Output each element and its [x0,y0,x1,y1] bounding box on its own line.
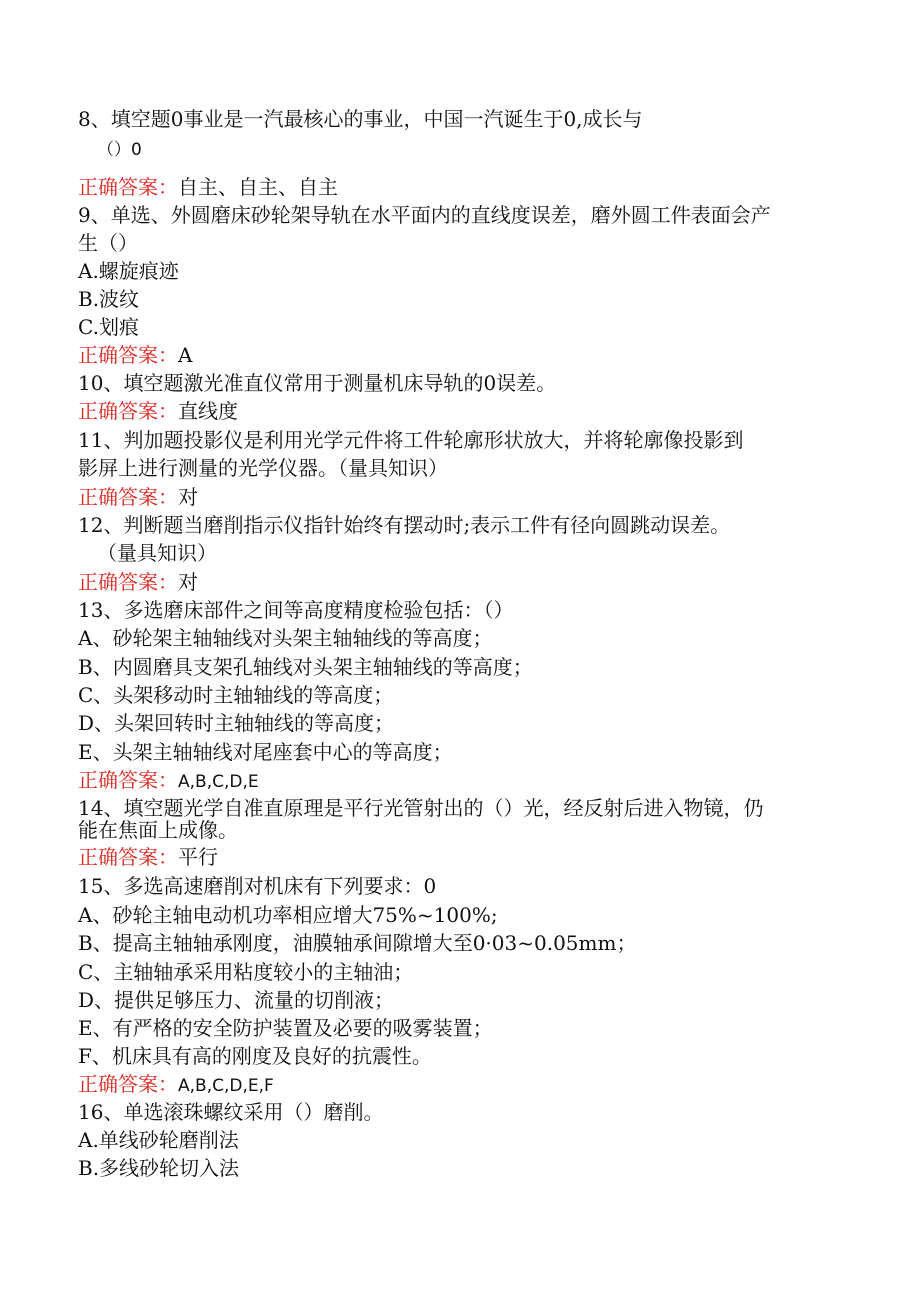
option: B、内圆磨具支架孔轴线对头架主轴轴线的等高度； [78,655,533,679]
option: B.多线砂轮切入法 [78,1156,240,1180]
question-12-text: 12、判断题当磨削指示仪指针始终有摆动时;表示工件有径向圆跳动误差。 [78,513,731,537]
answer-label: 正确答案： [78,343,178,367]
option: F、机床具有高的刚度及良好的抗震性。 [78,1044,432,1068]
answer-label: 正确答案： [78,845,178,869]
option: C、主轴轴承采用粘度较小的主轴油； [78,960,414,984]
question-14-text: 14、填空题光学自准直原理是平行光管射出的（）光，经反射后进入物镜，仍 [78,796,764,820]
question-15-text: 15、多选高速磨削对机床有下列要求：0 [78,874,437,898]
option: C、头架移动时主轴轴线的等高度； [78,683,394,707]
option: D、提供足够压力、流量的切削液； [78,988,395,1012]
option: B、提高主轴轴承刚度，油膜轴承间隙增大至0·03~0.05mm； [78,931,637,955]
answer-row [78,766,259,796]
answer-row [78,341,192,369]
question-8-text: 8、填空题0事业是一汽最核心的事业，中国一汽诞生于0,成长与 [78,107,643,131]
answer-label: 正确答案： [78,570,178,594]
answer-row [78,483,198,511]
option: E、有严格的安全防护装置及必要的吸雾装置； [78,1016,493,1040]
question-11-text-cont: 影屏上进行测量的光学仪器。（量具知识） [78,456,448,480]
option: A、砂轮架主轴轴线对头架主轴轴线的等高度； [78,626,493,650]
question-8-text-cont: （）0 [97,140,142,160]
answer-value: 对 [178,570,198,594]
answer-value: A,B,C,D,E,F [178,1076,274,1096]
option: A、砂轮主轴电动机功率相应增大75%~100%; [78,903,498,927]
option: A.螺旋痕迹 [78,259,179,283]
question-14-text-cont: 能在焦面上成像。 [78,818,238,842]
answer-value: 自主、自主、自主 [178,175,338,199]
answer-label: 正确答案： [78,175,178,199]
answer-label: 正确答案： [78,1072,178,1096]
answer-row [78,397,238,425]
question-10-text: 10、填空题激光准直仪常用于测量机床导轨的0误差。 [78,371,557,395]
answer-value: 对 [178,485,198,509]
option: D、头架回转时主轴轴线的等高度； [78,711,395,735]
answer-value: A [178,343,193,367]
answer-value: 平行 [178,845,218,869]
question-13-text: 13、多选磨床部件之间等高度精度检验包括：（） [78,598,514,622]
answer-label: 正确答案： [78,485,178,509]
option: B.波纹 [78,287,140,311]
option: A.单线砂轮磨削法 [78,1128,239,1152]
answer-label: 正确答案： [78,768,178,792]
option: C.划痕 [78,315,139,339]
answer-row [78,843,218,871]
answer-row [78,1070,274,1100]
answer-label: 正确答案： [78,399,178,423]
question-11-text: 11、判加题投影仪是利用光学元件将工件轮廓形状放大，并将轮廓像投影到 [78,428,744,452]
answer-value: A,B,C,D,E [178,772,259,792]
option: E、头架主轴轴线对尾座套中心的等高度； [78,740,453,764]
answer-row [78,173,338,201]
question-9-text-cont: 生（） [78,231,138,255]
question-9-text: 9、单选、外圆磨床砂轮架导轨在水平面内的直线度误差，磨外圆工件表面会产 [78,203,771,227]
question-16-text: 16、单选滚珠螺纹采用（）磨削。 [78,1100,384,1124]
question-12-text-cont: （量具知识） [97,541,217,565]
answer-value: 直线度 [178,399,238,423]
answer-row [78,568,198,596]
